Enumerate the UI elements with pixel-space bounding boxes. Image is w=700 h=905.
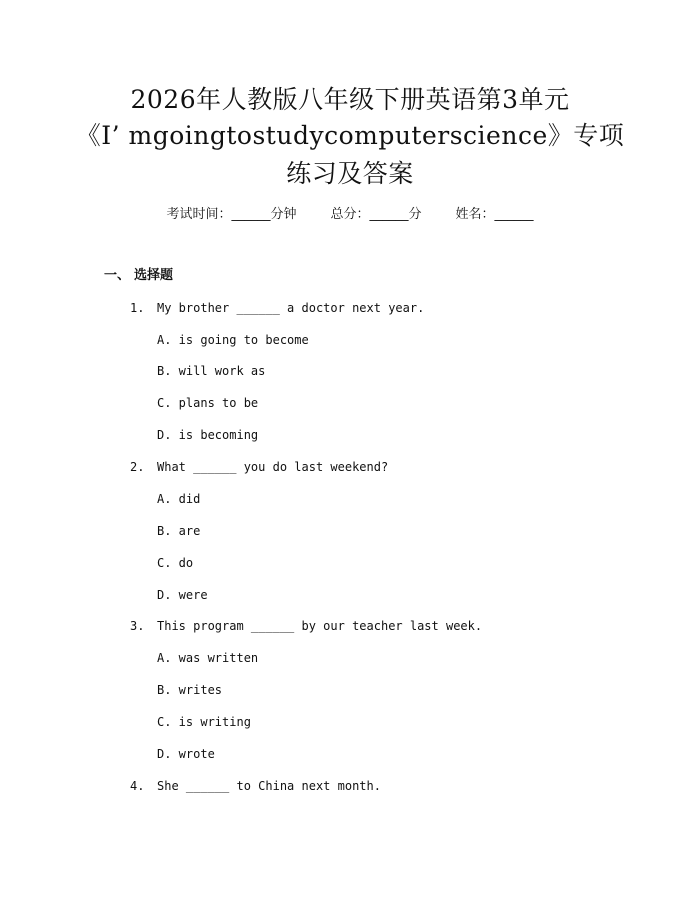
q3-option-a: A. was written xyxy=(157,651,259,665)
document-title-line-1: 2026年人教版八年级下册英语第3单元 xyxy=(130,85,570,114)
question-text: This program ______ by our teacher last week. xyxy=(157,619,483,633)
section-heading xyxy=(104,266,173,286)
q2-option-d: D. were xyxy=(157,588,208,602)
q2-option-b: B. are xyxy=(157,524,201,538)
q1-option-d: D. is becoming xyxy=(157,428,259,442)
question-number: 3. xyxy=(130,619,145,633)
question-number: 4. xyxy=(130,779,145,793)
q3-option-b: B. writes xyxy=(157,683,223,697)
q1-option-b: B. will work as xyxy=(157,364,266,378)
section-title: 选择题 xyxy=(134,268,174,283)
question-text: What ______ you do last weekend? xyxy=(157,460,389,474)
q3-option-d: D. wrote xyxy=(157,747,215,761)
question-text: My brother ______ a doctor next year. xyxy=(157,301,425,315)
q3-option-c: C. is writing xyxy=(157,715,251,729)
question-number: 1. xyxy=(130,301,145,315)
q1-option-a: A. is going to become xyxy=(157,333,309,347)
question-1 xyxy=(130,299,424,317)
document-title-line-2: 《I’ mgoingtostudycomputerscience》专项 xyxy=(75,121,625,150)
exam-info-bar xyxy=(0,205,700,225)
question-2 xyxy=(130,458,388,476)
question-number: 2. xyxy=(130,460,145,474)
exam-time-field: 考试时间：______分钟 xyxy=(166,207,297,222)
question-3 xyxy=(130,617,482,635)
question-4 xyxy=(130,777,381,795)
question-text: She ______ to China next month. xyxy=(157,779,381,793)
q1-option-c: C. plans to be xyxy=(157,396,259,410)
document-title-line-3: 练习及答案 xyxy=(286,159,414,188)
section-number: 一、 xyxy=(104,268,131,283)
q2-option-c: C. do xyxy=(157,556,194,570)
student-name-field: 姓名：______ xyxy=(455,207,534,222)
total-score-field: 总分：______分 xyxy=(330,207,422,222)
q2-option-a: A. did xyxy=(157,492,201,506)
